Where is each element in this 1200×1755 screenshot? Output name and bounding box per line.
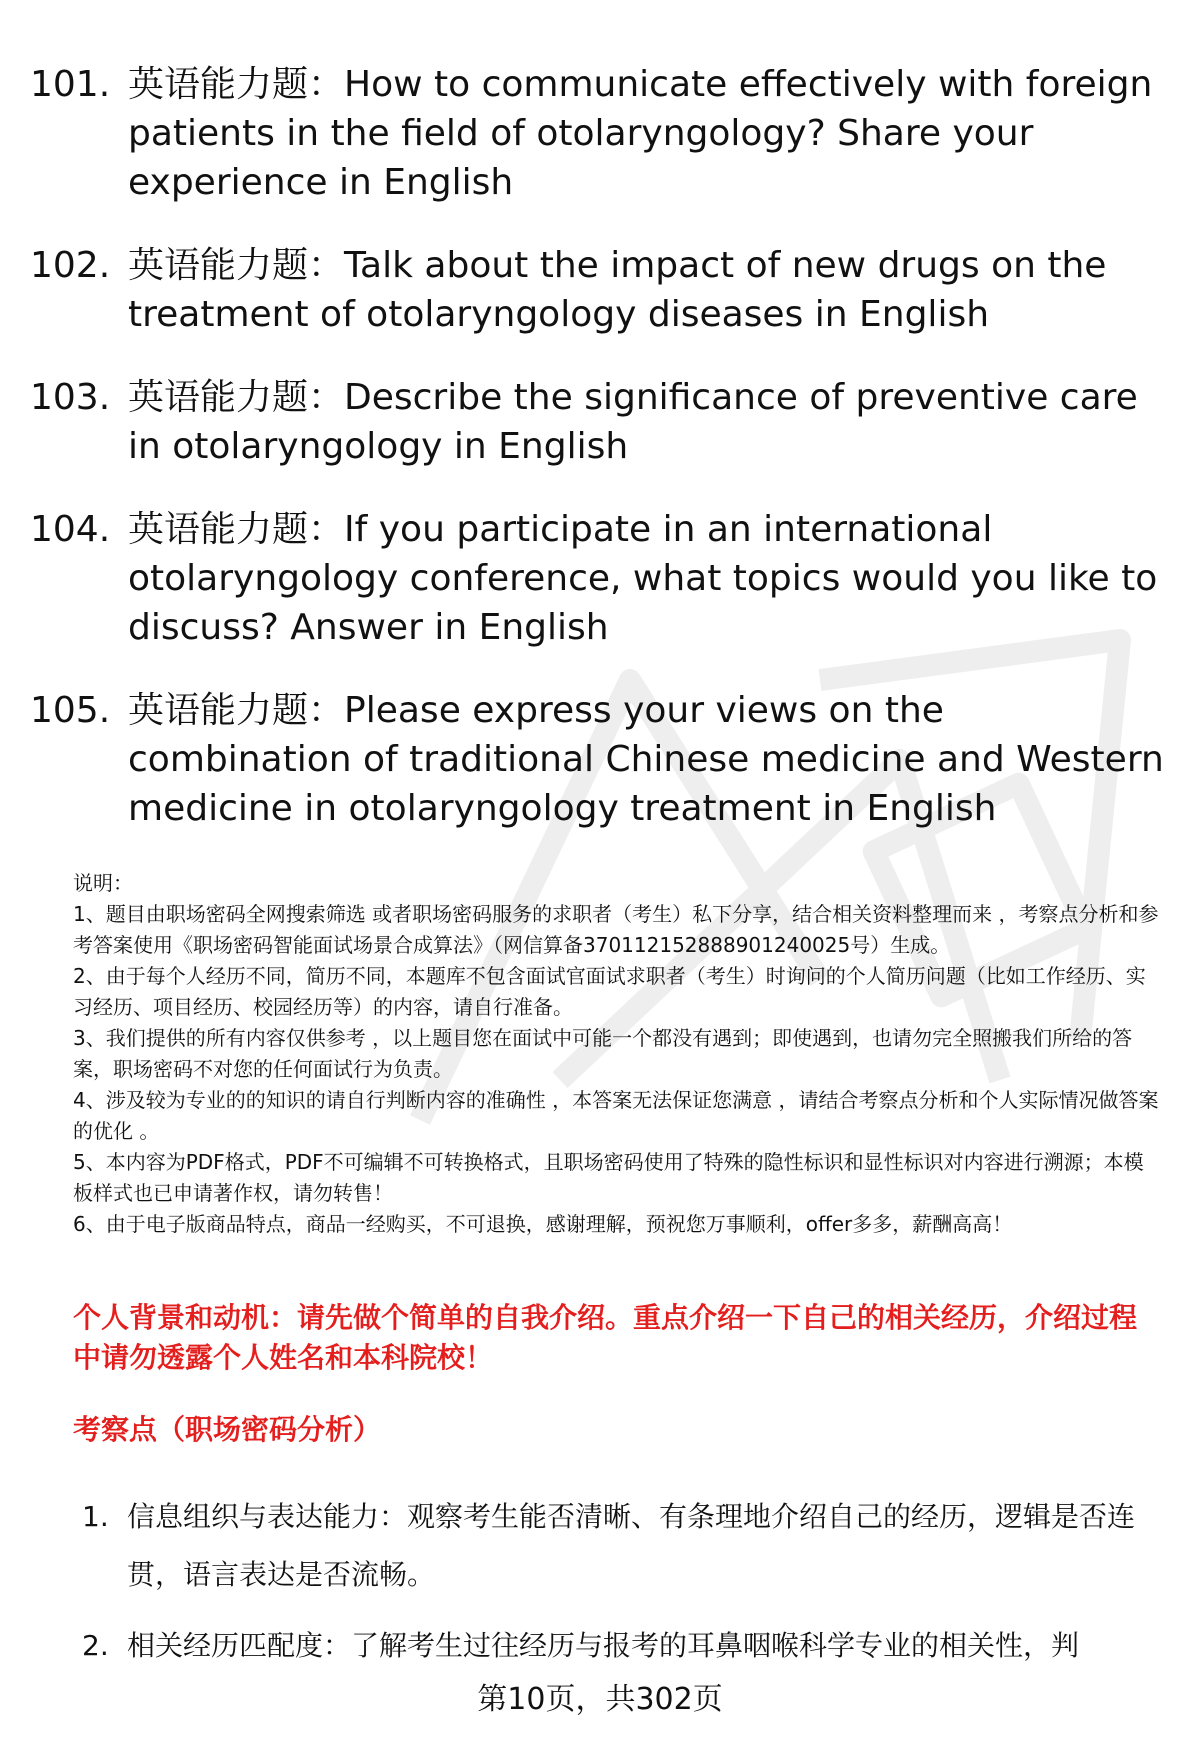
question-item: [30, 686, 1170, 833]
section-subheading: 考察点（职场密码分析）: [73, 1413, 382, 1446]
question-body: Describe the significance of preventive care in otolaryngology in English: [128, 377, 1138, 467]
notes-item: 6、由于电子版商品特点，商品一经购买，不可退换，感谢理解，预祝您万事顺利，offer多多，薪酬高高！: [73, 1212, 1013, 1236]
question-number: 105.: [30, 690, 111, 731]
question-number: 101.: [30, 64, 111, 105]
question-item: [30, 505, 1170, 652]
notes-item: 5、本内容为PDF格式，PDF不可编辑不可转换格式，且职场密码使用了特殊的隐性标识和显性标识对内容进行溯源；本模板样式也已申请著作权，请勿转售！: [73, 1150, 1144, 1205]
question-body: How to communicate effectively with foreign patients in the field of otolaryngology? Share your experience in English: [128, 64, 1153, 203]
question-list: [30, 60, 1170, 867]
question-number: 104.: [30, 509, 111, 550]
question-prefix: 英语能力题：: [128, 245, 345, 286]
notes-item: 3、我们提供的所有内容仅供参考 ，以上题目您在面试中可能一个都没有遇到；即使遇到，也请勿完全照搬我们所给的答案，职场密码不对您的任何面试行为负责。: [73, 1026, 1133, 1081]
question-prefix: 英语能力题：: [128, 64, 345, 105]
question-item: [30, 60, 1170, 207]
question-number: 102.: [30, 245, 111, 286]
notes-title: 说明：: [73, 871, 133, 895]
section-heading: 个人背景和动机：请先做个简单的自我介绍。重点介绍一下自己的相关经历，介绍过程中请勿透露个人姓名和本科院校！: [73, 1301, 1138, 1374]
point-text: 相关经历匹配度：了解考生过往经历与报考的耳鼻咽喉科学专业的相关性，判: [127, 1629, 1080, 1662]
question-number: 103.: [30, 377, 111, 418]
point-number: 2.: [82, 1629, 109, 1662]
question-text: [128, 241, 1170, 339]
question-prefix: 英语能力题：: [128, 690, 345, 731]
notes-section: [73, 868, 1163, 1240]
notes-item: 4、涉及较为专业的的知识的请自行判断内容的准确性 ，本答案无法保证您满意 ，请结合考察点分析和个人实际情况做答案的优化 。: [73, 1088, 1159, 1143]
page-footer: 第10页，共302页: [477, 1682, 723, 1717]
point-text: 信息组织与表达能力：观察考生能否清晰、有条理地介绍自己的经历，逻辑是否连贯，语言表达是否流畅。: [127, 1500, 1136, 1591]
analysis-point: [82, 1617, 1152, 1675]
point-number: 1.: [82, 1500, 109, 1533]
question-body: Please express your views on the combination of traditional Chinese medicine and Western medicine in otolaryngology treatment in English: [128, 690, 1164, 829]
question-body: Talk about the impact of new drugs on the treatment of otolaryngology diseases in English: [128, 245, 1107, 335]
question-item: [30, 241, 1170, 339]
question-item: [30, 373, 1170, 471]
question-text: [128, 60, 1170, 207]
analysis-points: [82, 1488, 1152, 1688]
question-body: If you participate in an international otolaryngology conference, what topics would you like to discuss? Answer in English: [128, 509, 1158, 648]
analysis-point: [82, 1488, 1152, 1604]
notes-item: 1、题目由职场密码全网搜索筛选 或者职场密码服务的求职者（考生）私下分享，结合相关资料整理而来 ，考察点分析和参考答案使用《职场密码智能面试场景合成算法》（网信算备370112152888901240025号）生成。: [73, 902, 1159, 957]
question-text: [128, 686, 1170, 833]
question-prefix: 英语能力题：: [128, 509, 345, 550]
question-text: [128, 373, 1170, 471]
notes-item: 2、由于每个人经历不同，简历不同，本题库不包含面试官面试求职者（考生）时询问的个人简历问题（比如工作经历、实习经历、项目经历、校园经历等）的内容，请自行准备。: [73, 964, 1146, 1019]
question-prefix: 英语能力题：: [128, 377, 345, 418]
question-text: [128, 505, 1170, 652]
